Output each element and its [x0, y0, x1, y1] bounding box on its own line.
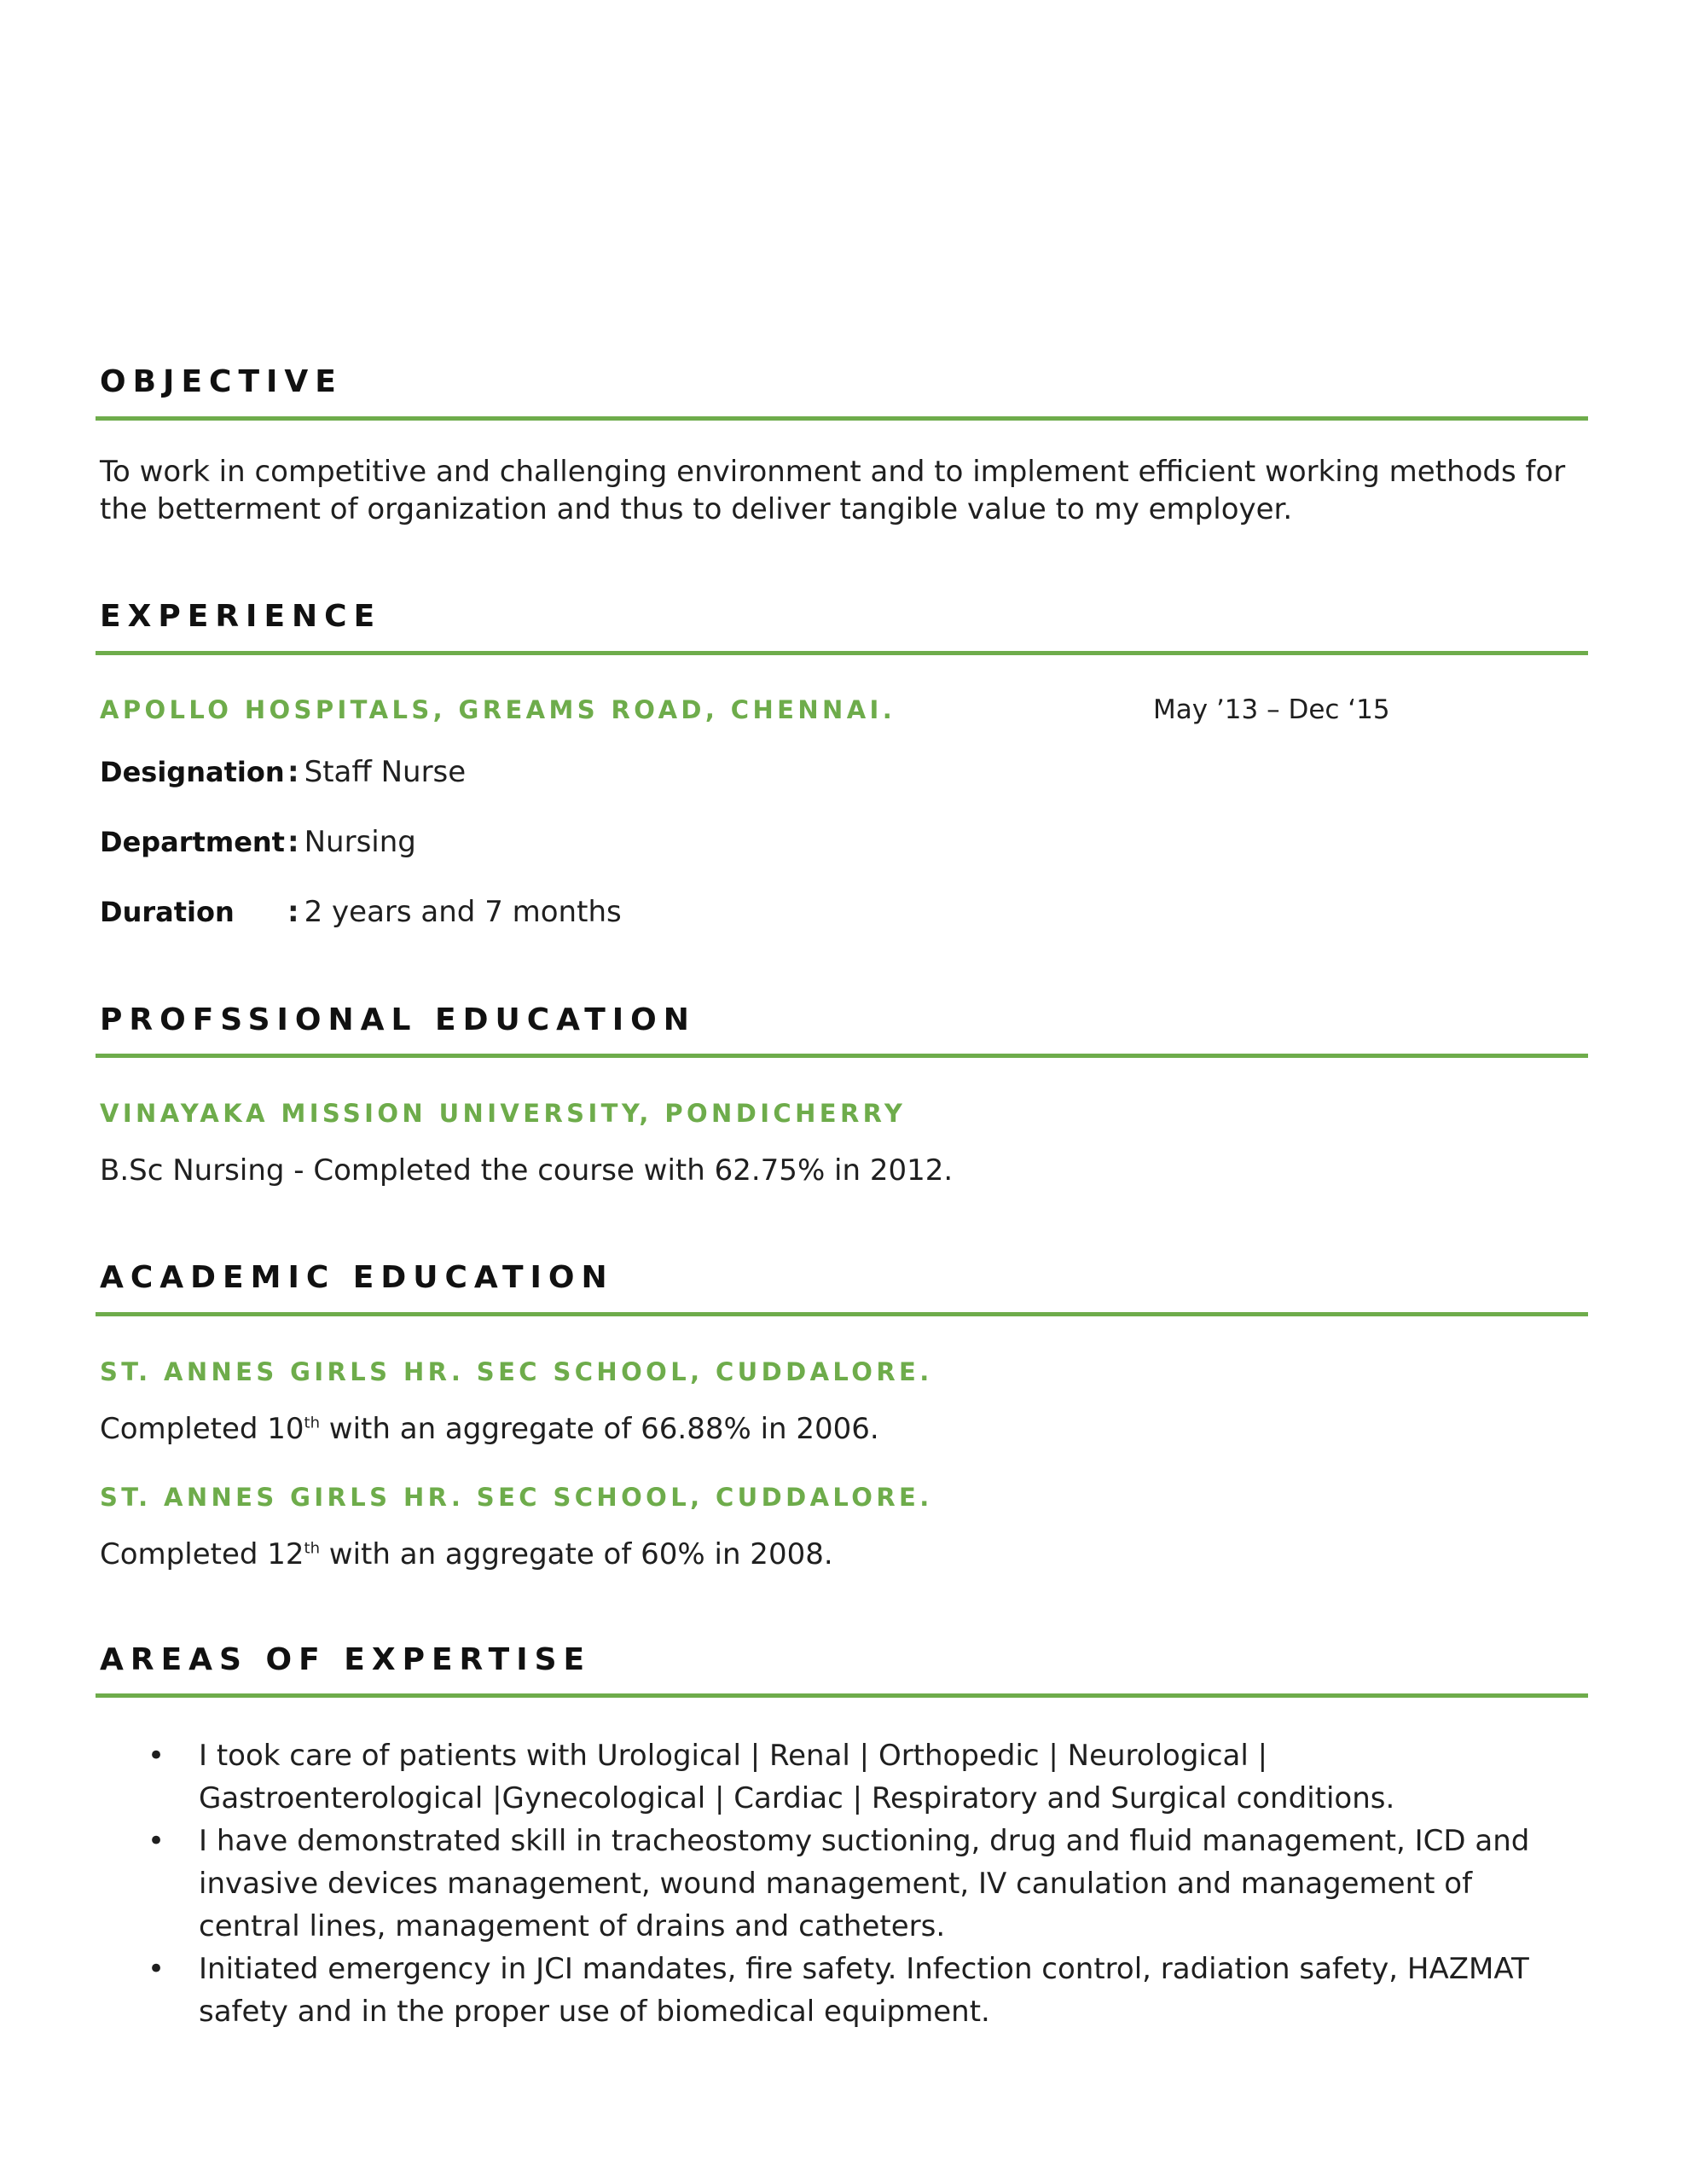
expertise-heading: AREAS OF EXPERTISE [100, 1642, 592, 1677]
academic-detail-2-prefix: Completed 12 [100, 1537, 304, 1571]
department-colon: : [287, 825, 299, 859]
duration-value: 2 years and 7 months [304, 895, 622, 929]
duration-colon: : [287, 895, 299, 929]
duration-label: Duration [100, 896, 235, 928]
expertise-item-2 [100, 1820, 1567, 1948]
professional-education-heading: PROFSSIONAL EDUCATION [100, 1002, 696, 1037]
expertise-item-3-line-1: Initiated emergency in JCI mandates, fire safety. Infection control, radiation safety, HAZMAT [199, 1952, 1529, 1986]
academic-education-heading: ACADEMIC EDUCATION [100, 1260, 614, 1295]
academic-detail-1-sup: th [304, 1414, 320, 1432]
academic-detail-2 [100, 1536, 833, 1573]
experience-heading: EXPERIENCE [100, 599, 382, 634]
experience-divider [96, 651, 1588, 655]
duration-value-row [287, 895, 622, 929]
academic-detail-1 [100, 1410, 879, 1448]
expertise-item-2-line-2: invasive devices management, wound management, IV canulation and management of [199, 1867, 1473, 1901]
academic-detail-2-sup: th [304, 1539, 320, 1558]
professional-institution: VINAYAKA MISSION UNIVERSITY, PONDICHERRY [100, 1099, 907, 1128]
academic-school-1: ST. ANNES GIRLS HR. SEC SCHOOL, CUDDALORE. [100, 1357, 933, 1386]
bullet-icon: • [148, 1952, 165, 1986]
expertise-item-2-line-3: central lines, management of drains and catheters. [199, 1909, 946, 1943]
expertise-item-3-line-2: safety and in the proper use of biomedical equipment. [199, 1995, 990, 2029]
objective-divider [96, 416, 1588, 421]
designation-value: Staff Nurse [304, 755, 467, 789]
department-label: Department [100, 826, 285, 858]
academic-school-2: ST. ANNES GIRLS HR. SEC SCHOOL, CUDDALORE. [100, 1483, 933, 1512]
expertise-list [100, 1734, 1567, 2033]
professional-education-detail: B.Sc Nursing - Completed the course with 62.75% in 2012. [100, 1153, 954, 1188]
objective-text-line-1: To work in competitive and challenging environment and to implement efficient working methods for [100, 455, 1566, 489]
experience-organization: APOLLO HOSPITALS, GREAMS ROAD, CHENNAI. [100, 695, 896, 724]
expertise-divider [96, 1693, 1588, 1698]
expertise-item-1 [100, 1734, 1567, 1820]
academic-detail-1-prefix: Completed 10 [100, 1412, 304, 1446]
designation-colon: : [287, 755, 299, 789]
academic-detail-1-suffix: with an aggregate of 66.88% in 2006. [319, 1412, 879, 1446]
professional-education-divider [96, 1054, 1588, 1058]
designation-label: Designation [100, 756, 285, 788]
experience-dates: May ’13 – Dec ‘15 [1153, 694, 1390, 725]
expertise-item-1-line-2: Gastroenterological |Gynecological | Cardiac | Respiratory and Surgical conditions. [199, 1781, 1395, 1815]
academic-detail-2-suffix: with an aggregate of 60% in 2008. [319, 1537, 833, 1571]
expertise-item-3 [100, 1948, 1567, 2033]
department-value-row [287, 825, 416, 859]
expertise-item-1-line-1: I took care of patients with Urological | Renal | Orthopedic | Neurological | [199, 1739, 1268, 1773]
bullet-icon: • [148, 1739, 165, 1773]
bullet-icon: • [148, 1824, 165, 1858]
objective-text-line-2: the betterment of organization and thus to deliver tangible value to my employer. [100, 492, 1293, 526]
designation-value-row [287, 755, 466, 789]
expertise-item-2-line-1: I have demonstrated skill in tracheostomy suctioning, drug and fluid management, ICD and [199, 1824, 1530, 1858]
department-value: Nursing [304, 825, 416, 859]
academic-education-divider [96, 1312, 1588, 1316]
objective-heading: OBJECTIVE [100, 364, 343, 399]
